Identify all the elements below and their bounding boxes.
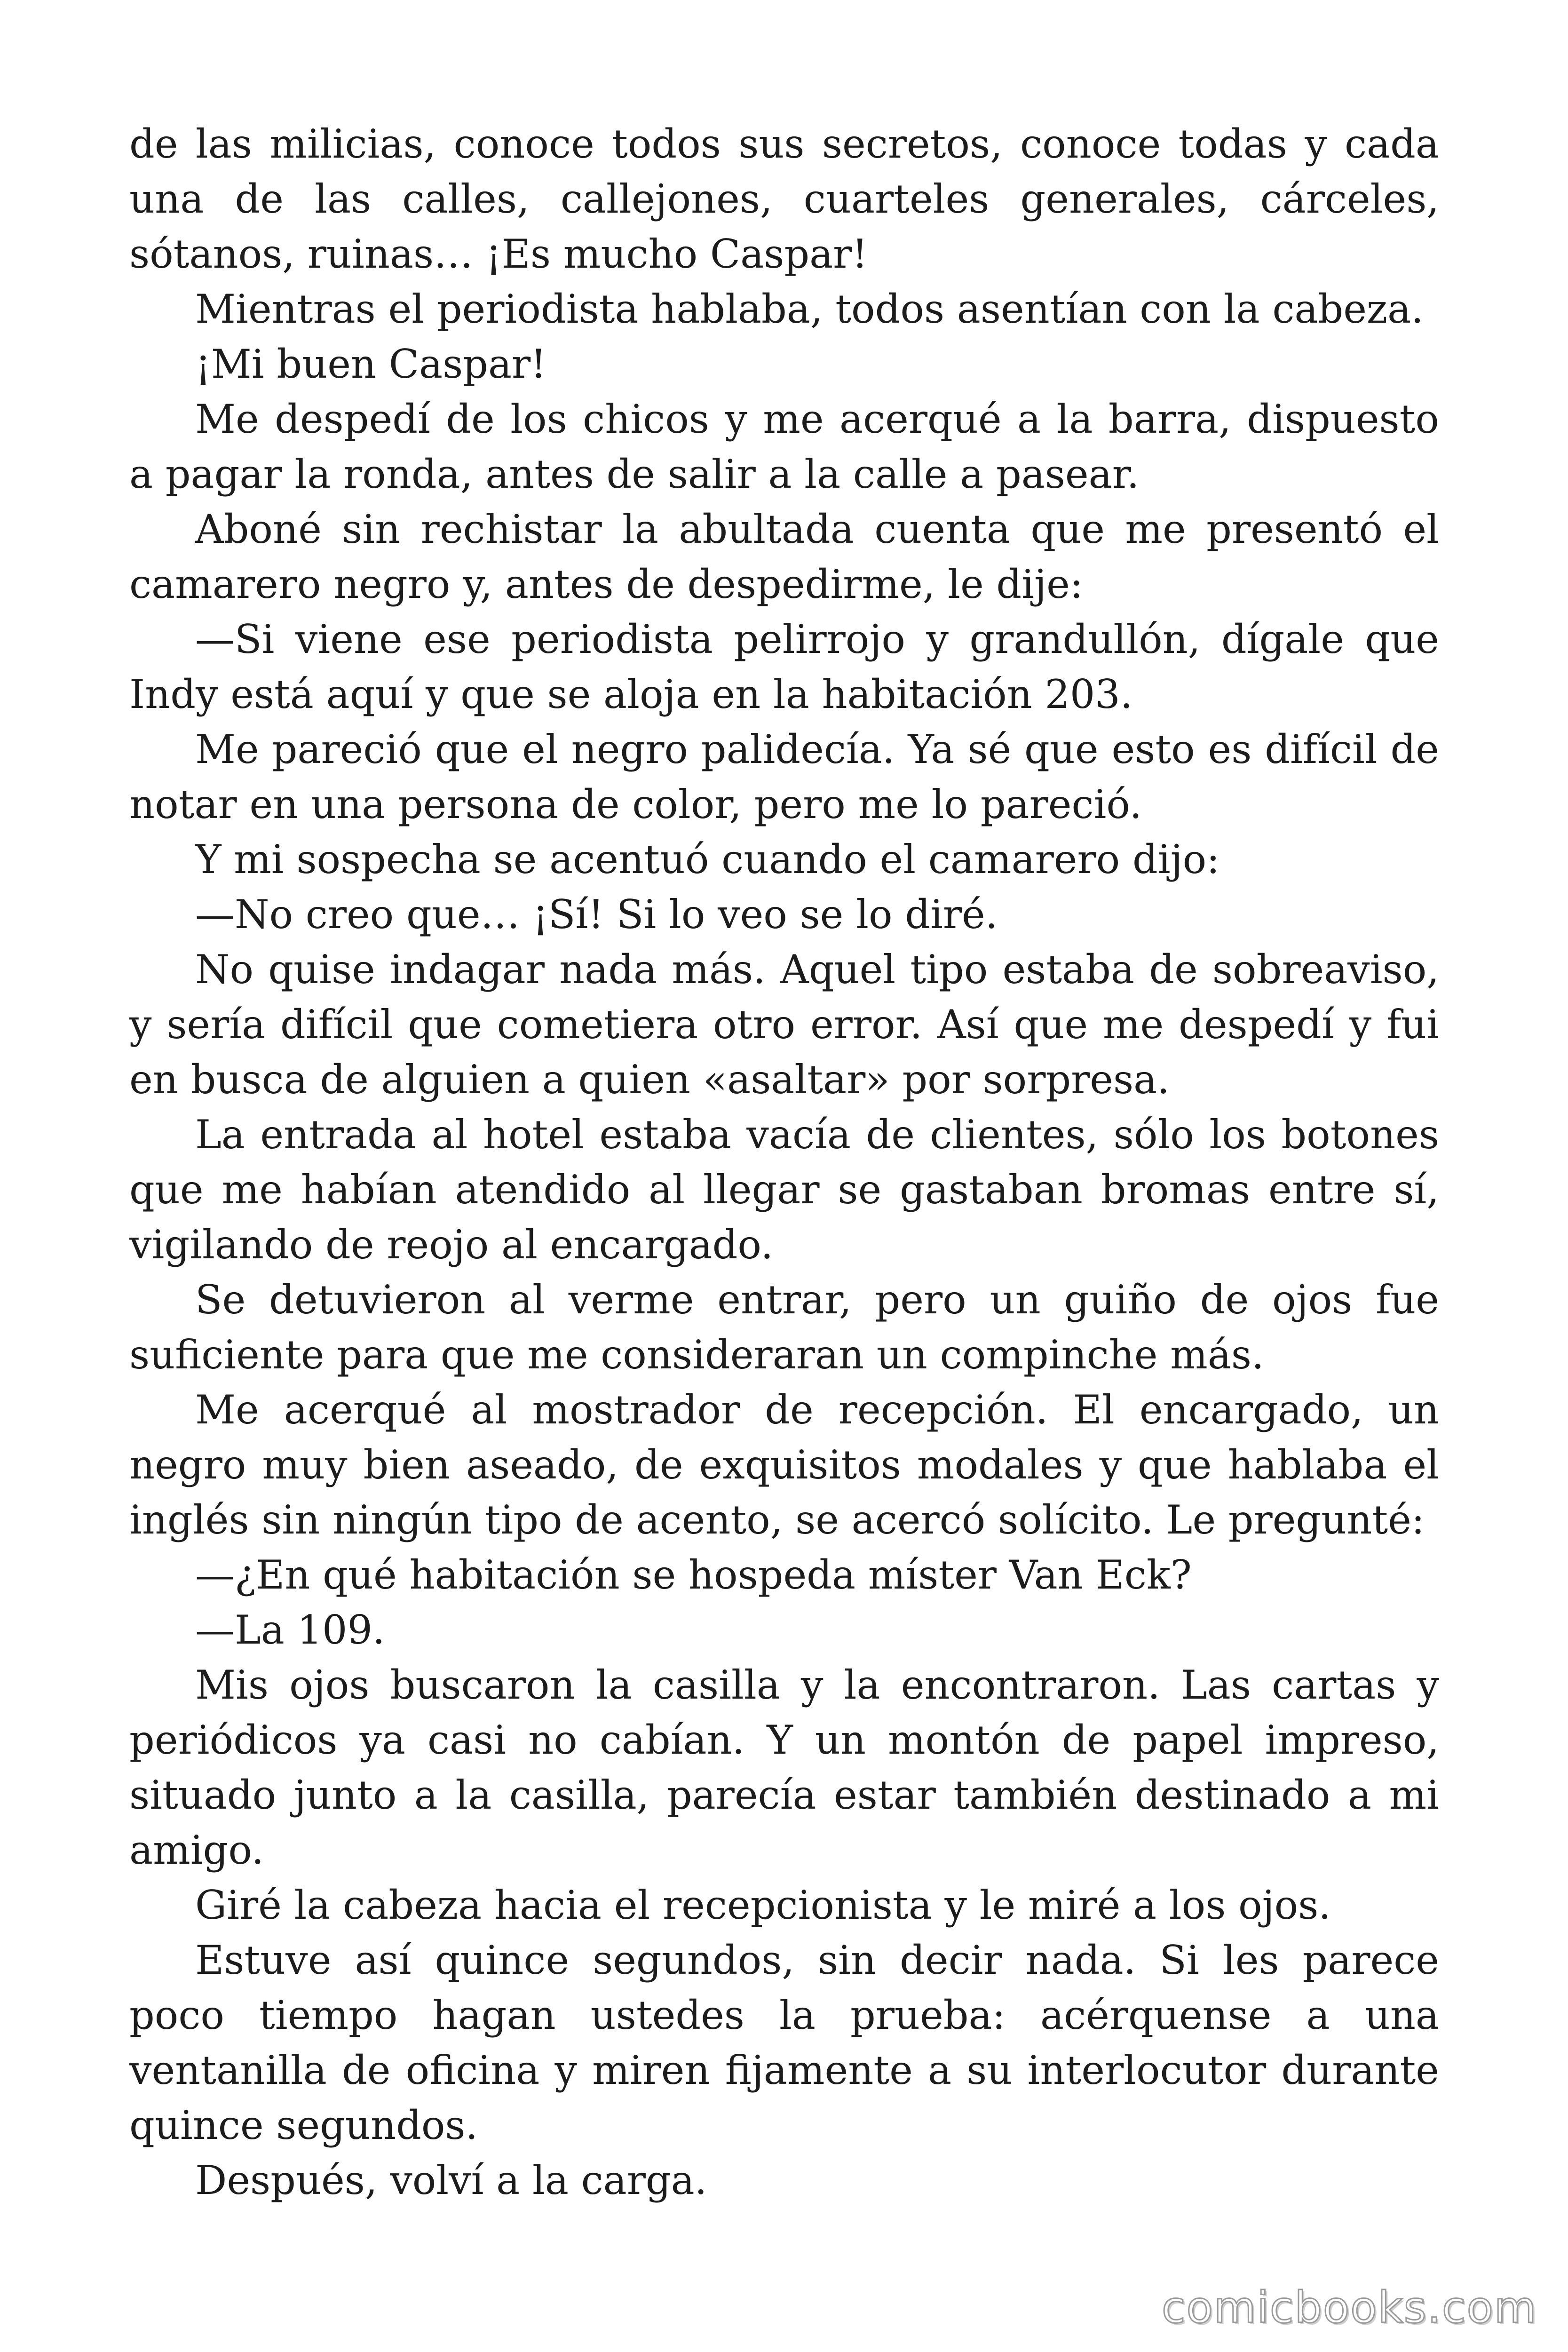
body-text — [129, 117, 1439, 2208]
watermark: comicbooks.com — [1162, 2282, 1537, 2333]
paragraph: Giré la cabeza hacia el recepcionista y le miré a los ojos. — [195, 1882, 1331, 1928]
paragraph: No quise indagar nada más. Aquel tipo estaba de sobreaviso, y sería difícil que cometiera otro error. Así que me despedí y fui en busca de alguien a quien «asaltar» por sorpresa. — [129, 946, 1439, 1103]
paragraph: Me pareció que el negro palidecía. Ya sé que esto es difícil de notar en una persona de color, pero me lo pareció. — [129, 726, 1439, 827]
paragraph: Después, volví a la carga. — [195, 2157, 707, 2203]
paragraph: Estuve así quince segundos, sin decir nada. Si les parece poco tiempo hagan ustedes la prueba: acérquense a una ventanilla de oficina y miren fijamente a su interlocutor durante quince segundos. — [129, 1937, 1439, 2148]
paragraph: de las milicias, conoce todos sus secretos, conoce todas y cada una de las calles, callejones, cuarteles generales, cárceles, sótanos, ruinas… ¡Es mucho Caspar! — [129, 121, 1439, 277]
paragraph: —La 109. — [195, 1607, 385, 1653]
paragraph: Me acerqué al mostrador de recepción. El encargado, un negro muy bien aseado, de exquisitos modales y que hablaba el inglés sin ningún tipo de acento, se acercó solícito. Le pregunté: — [129, 1387, 1439, 1543]
paragraph: —No creo que… ¡Sí! Si lo veo se lo diré. — [195, 891, 998, 938]
paragraph: Y mi sospecha se acentuó cuando el camarero dijo: — [195, 836, 1220, 882]
paragraph: Mientras el periodista hablaba, todos asentían con la cabeza. — [195, 286, 1424, 332]
paragraph: La entrada al hotel estaba vacía de clientes, sólo los botones que me habían atendido al llegar se gastaban bromas entre sí, vigilando de reojo al encargado. — [129, 1112, 1439, 1268]
paragraph: Me despedí de los chicos y me acerqué a la barra, dispuesto a pagar la ronda, antes de salir a la calle a pasear. — [129, 396, 1439, 497]
paragraph: Mis ojos buscaron la casilla y la encontraron. Las cartas y periódicos ya casi no cabían. Y un montón de papel impreso, situado junto a la casilla, parecía estar también destinado a mi amigo. — [129, 1662, 1439, 1873]
paragraph: Aboné sin rechistar la abultada cuenta que me presentó el camarero negro y, antes de despedirme, le dije: — [129, 506, 1439, 607]
paragraph: —¿En qué habitación se hospeda míster Van Eck? — [195, 1552, 1192, 1598]
paragraph: —Si viene ese periodista pelirrojo y grandullón, dígale que Indy está aquí y que se aloja en la habitación 203. — [129, 616, 1439, 717]
paragraph: ¡Mi buen Caspar! — [195, 341, 546, 387]
paragraph: Se detuvieron al verme entrar, pero un guiño de ojos fue suficiente para que me consideraran un compinche más. — [129, 1277, 1439, 1378]
